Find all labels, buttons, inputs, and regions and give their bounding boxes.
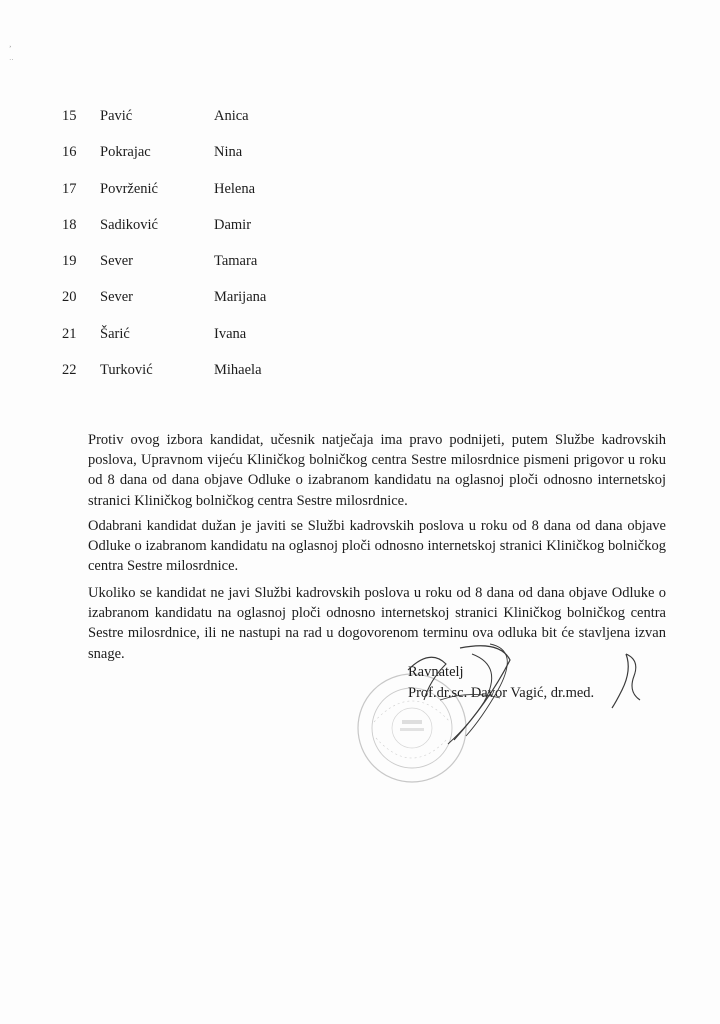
handwritten-signature: [400, 640, 550, 750]
entry-number: 18: [62, 216, 77, 233]
candidate-list: [62, 108, 422, 398]
entry-first-name: Damir: [214, 216, 252, 233]
entry-number: 21: [62, 325, 77, 342]
entry-number: 15: [62, 108, 77, 124]
list-item: [62, 362, 422, 398]
annulment-paragraph: Ukoliko se kandidat ne javi Službi kadrovskih poslova u roku od 8 dana od dana objave Odluke o izabranom kandidatu na oglasnoj ploči odnosno internetskoj stranici Kliničkog bolničkog centra Sestre milosrdnice, ili ne nastupi na rad u dogovorenom terminu ova odluka bit će stavljena izvan snage.: [88, 585, 666, 662]
entry-number: 20: [62, 289, 77, 306]
margin-mark: ¸: [9, 40, 12, 48]
signatory-name: Prof.dr.sc. Davor Vagić, dr.med.: [408, 685, 595, 701]
signatory-role: Ravnatelj: [408, 664, 464, 680]
objection-paragraph: Protiv ovog izbora kandidat, učesnik natječaja ima pravo podnijeti, putem Službe kadrovskih poslova, Upravnom vijeću Kliničkog bolničkog centra Sestre milosrdnice pismeni prigovor u roku od 8 dana od dana objave Odluke o izabranom kandidatu na oglasnoj ploči odnosno internetskoj stranici Kliničkog bolničkog centra Sestre milosrdnice.: [88, 432, 666, 509]
entry-number: 16: [62, 144, 77, 161]
list-item: [62, 181, 422, 217]
entry-surname: Pokrajac: [100, 144, 151, 161]
entry-first-name: Helena: [214, 180, 256, 197]
entry-number: 22: [62, 362, 77, 379]
entry-surname: Sever: [100, 253, 134, 270]
list-item: [62, 144, 422, 180]
entry-first-name: Marijana: [214, 289, 267, 306]
entry-first-name: Mihaela: [214, 362, 262, 379]
initials-signature: [606, 650, 646, 710]
entry-first-name: Nina: [214, 144, 243, 161]
list-item: [62, 253, 422, 289]
entry-first-name: Ivana: [214, 325, 247, 342]
entry-number: 17: [62, 180, 77, 197]
margin-mark: ˙˙: [9, 58, 14, 66]
entry-surname: Šarić: [100, 325, 130, 342]
entry-surname: Turković: [100, 362, 153, 379]
entry-surname: Sever: [100, 289, 134, 306]
reporting-paragraph: Odabrani kandidat dužan je javiti se Službi kadrovskih poslova u roku od 8 dana od dana objave Odluke o izabranom kandidatu na oglasnoj ploči odnosno internetskoj stranici Kliničkog bolničkog centra Sestre milosrdnice.: [88, 518, 666, 575]
list-item: [62, 289, 422, 325]
entry-first-name: Anica: [214, 108, 249, 124]
entry-surname: Povrženić: [100, 180, 158, 197]
list-item: [62, 108, 422, 144]
entry-first-name: Tamara: [214, 253, 258, 270]
entry-number: 19: [62, 253, 77, 270]
list-item: [62, 326, 422, 362]
entry-surname: Pavić: [100, 108, 133, 124]
list-item: [62, 217, 422, 253]
entry-surname: Sadiković: [100, 216, 158, 233]
